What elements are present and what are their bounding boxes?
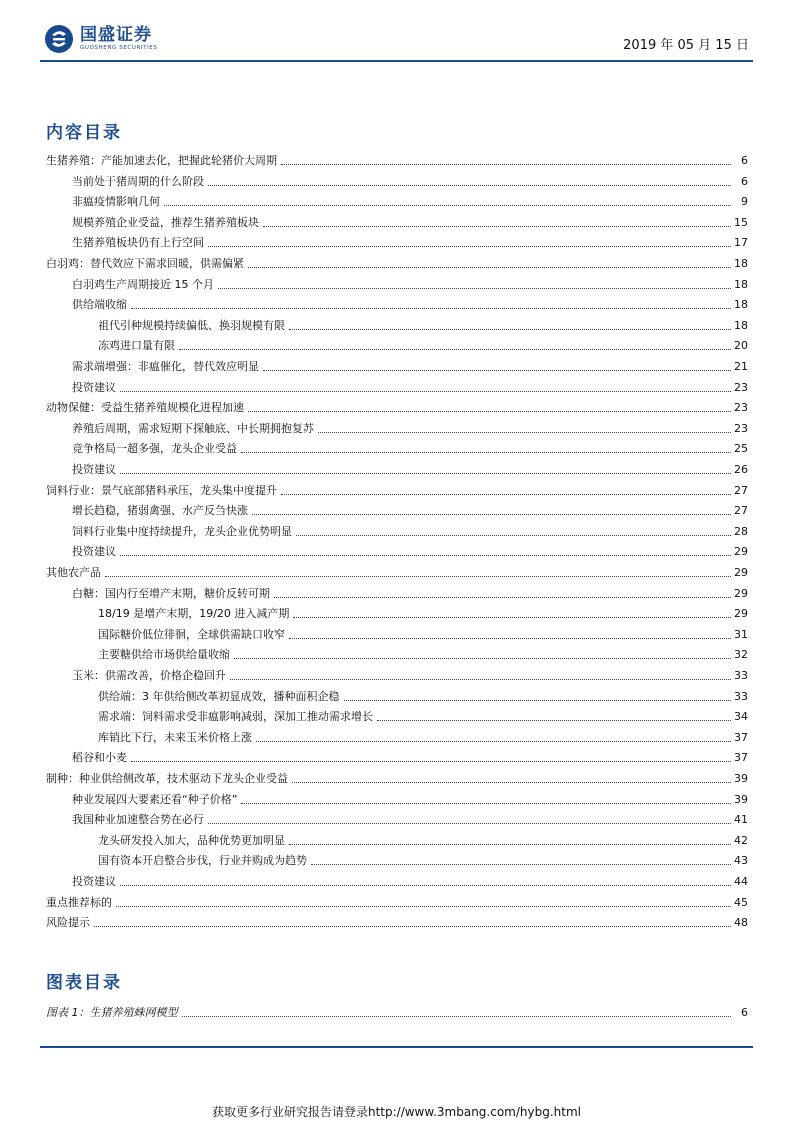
toc-item[interactable] — [46, 686, 748, 704]
toc-item-label: 供给端收缩 — [72, 298, 130, 312]
toc-item-label: 需求端增强：非瘟催化，替代效应明显 — [72, 360, 262, 374]
toc-item[interactable] — [46, 418, 748, 436]
toc-item[interactable] — [46, 356, 748, 374]
toc-item-label: 18/19 是增产末期，19/20 进入减产期 — [98, 607, 292, 621]
toc-item-page: 44 — [734, 875, 748, 888]
dot-leader — [318, 432, 731, 433]
dot-leader — [164, 205, 731, 206]
toc-item-label: 白糖：国内行至增产末期，糖价反转可期 — [72, 587, 273, 601]
dot-leader — [241, 803, 731, 804]
dot-leader — [289, 329, 731, 330]
guosheng-logo-icon — [44, 24, 74, 54]
dot-leader — [263, 226, 731, 227]
toc-item[interactable] — [46, 644, 748, 662]
toc-item[interactable] — [46, 871, 748, 889]
toc-item-page: 37 — [734, 730, 748, 744]
toc-item-page: 27 — [734, 504, 748, 518]
toc-item[interactable] — [46, 727, 748, 745]
toc-item-label: 冻鸡进口量有限 — [98, 339, 178, 353]
dot-leader — [296, 535, 731, 536]
toc-item[interactable] — [46, 892, 748, 910]
toc-item-page: 45 — [734, 895, 748, 909]
toc-item[interactable] — [46, 438, 748, 456]
toc-item-label: 当前处于猪周期的什么阶段 — [72, 175, 207, 189]
dot-leader — [293, 617, 731, 618]
toc-item-page: 33 — [734, 669, 748, 682]
dot-leader — [289, 638, 731, 639]
dot-leader — [208, 246, 731, 247]
dot-leader — [377, 720, 731, 721]
dot-leader — [105, 576, 731, 577]
toc-item-label: 龙头研发投入加大，品种优势更加明显 — [98, 834, 288, 848]
toc-item[interactable] — [46, 191, 748, 209]
dot-leader — [292, 782, 731, 783]
toc-item-label: 投资建议 — [72, 545, 119, 559]
dot-leader — [120, 555, 731, 556]
dot-leader — [230, 679, 731, 680]
toc-item-page: 32 — [734, 648, 748, 662]
toc-item-page: 41 — [734, 813, 748, 827]
toc-item[interactable] — [46, 830, 748, 848]
toc-item-label: 国有资本开启整合步伐，行业并购成为趋势 — [98, 854, 310, 868]
toc-item[interactable] — [46, 171, 748, 189]
toc-item[interactable] — [46, 768, 748, 786]
toc-item-page: 43 — [734, 854, 748, 868]
toc-item-label: 饲料行业集中度持续提升，龙头企业优势明显 — [72, 525, 295, 539]
toc-item[interactable] — [46, 912, 748, 930]
toc-item[interactable] — [46, 459, 748, 477]
dot-leader — [252, 514, 731, 515]
dot-leader — [120, 391, 731, 392]
toc-item-label: 我国种业加速整合势在必行 — [72, 813, 207, 827]
toc-title: 内容目录 — [46, 123, 122, 143]
dot-leader — [218, 288, 731, 289]
toc-item[interactable] — [46, 253, 748, 271]
toc-item-page: 48 — [734, 916, 748, 930]
toc-item-label: 供给端：3 年供给侧改革初显成效，播种面积企稳 — [98, 690, 343, 704]
toc-item-label: 主要糖供给市场供给量收缩 — [98, 648, 233, 662]
toc-item[interactable] — [46, 665, 748, 683]
toc-item[interactable] — [46, 583, 748, 601]
toc-item[interactable] — [46, 624, 748, 642]
toc-item[interactable] — [46, 150, 748, 168]
toc-item-label: 祖代引种规模持续偏低、换羽规模有限 — [98, 319, 288, 333]
toc-item-page: 25 — [734, 442, 748, 456]
toc-item-page: 29 — [734, 586, 748, 600]
toc-item-label: 投资建议 — [72, 463, 119, 477]
dot-leader — [131, 761, 731, 762]
chart-list-item[interactable] — [46, 1002, 748, 1020]
toc-item-label: 规模养殖企业受益，推荐生猪养殖板块 — [72, 216, 262, 230]
brand-name-en: GUOSHENG SECURITIES — [80, 45, 158, 51]
dot-leader — [182, 1016, 732, 1017]
toc-item-label: 重点推荐标的 — [46, 896, 115, 910]
toc-item-page: 17 — [734, 236, 748, 250]
dot-leader — [281, 494, 731, 495]
toc-item[interactable] — [46, 809, 748, 827]
dot-leader — [274, 597, 731, 598]
toc-item-label: 稻谷和小麦 — [72, 751, 130, 765]
toc-item-page: 18 — [734, 298, 748, 312]
toc-item-label: 动物保健：受益生猪养殖规模化进程加速 — [46, 401, 247, 415]
toc-item-page: 23 — [734, 401, 748, 415]
toc-item-label: 投资建议 — [72, 875, 119, 889]
dot-leader — [311, 864, 731, 865]
toc-item[interactable] — [46, 315, 748, 333]
toc-item-page: 29 — [734, 545, 748, 559]
dot-leader — [344, 700, 732, 701]
toc-item[interactable] — [46, 397, 748, 415]
toc-item-page: 20 — [734, 339, 748, 353]
toc-item-label: 生猪养殖：产能加速去化，把握此轮猪价大周期 — [46, 154, 280, 168]
toc-item-page: 18 — [734, 277, 748, 291]
toc-item[interactable] — [46, 850, 748, 868]
toc-item-page: 6 — [741, 154, 748, 167]
toc-item-label: 其他农产品 — [46, 566, 104, 580]
footer-divider — [40, 1046, 753, 1048]
toc-item-label: 需求端：饲料需求受非瘟影响减弱，深加工推动需求增长 — [98, 710, 376, 724]
toc-item-page: 27 — [734, 483, 748, 497]
chart-item-label: 图表 1：生猪养殖蛛网模型 — [46, 1006, 181, 1020]
toc-item[interactable] — [46, 789, 748, 807]
toc-item-page: 21 — [734, 360, 748, 373]
toc-item-label: 生猪养殖板块仍有上行空间 — [72, 236, 207, 250]
toc-item-page: 23 — [734, 421, 748, 435]
dot-leader — [248, 411, 731, 412]
toc-item[interactable] — [46, 232, 748, 250]
toc-item-page: 31 — [734, 627, 748, 641]
dot-leader — [116, 906, 731, 907]
toc-item[interactable] — [46, 480, 748, 498]
toc-item-label: 种业发展四大要素还看“种子价格” — [72, 793, 240, 807]
dot-leader — [241, 452, 731, 453]
toc-item-label: 制种：种业供给侧改革，技术驱动下龙头企业受益 — [46, 772, 291, 786]
page-header — [40, 20, 753, 60]
toc-item[interactable] — [46, 335, 748, 353]
toc-item-label: 投资建议 — [72, 381, 119, 395]
toc-item[interactable] — [46, 562, 748, 580]
dot-leader — [94, 926, 731, 927]
toc-item-page: 29 — [734, 566, 748, 579]
toc-item-page: 33 — [734, 689, 748, 703]
dot-leader — [263, 370, 731, 371]
toc-item-page: 9 — [741, 195, 748, 209]
dot-leader — [248, 267, 731, 268]
toc-item-label: 库销比下行，未来玉米价格上涨 — [98, 731, 255, 745]
toc-item[interactable] — [46, 274, 748, 292]
dot-leader — [208, 823, 731, 824]
toc-item-page: 6 — [741, 174, 748, 188]
toc-item-label: 竞争格局一超多强，龙头企业受益 — [72, 442, 240, 456]
toc-item-page: 39 — [734, 792, 748, 806]
dot-leader — [256, 741, 731, 742]
toc-item-page: 26 — [734, 463, 748, 476]
dot-leader — [131, 308, 731, 309]
toc-item[interactable] — [46, 706, 748, 724]
toc-item-label: 风险提示 — [46, 916, 93, 930]
toc-item-page: 37 — [734, 751, 748, 765]
toc-item-label: 养殖后周期，需求短期下探触底、中长期拥抱复苏 — [72, 422, 317, 436]
dot-leader — [179, 349, 731, 350]
report-date: 2019 年 05 月 15 日 — [623, 38, 749, 53]
toc-item[interactable] — [46, 747, 748, 765]
toc-item[interactable] — [46, 212, 748, 230]
toc-item-label: 增长趋稳，猪弱禽强、水产反刍快涨 — [72, 504, 251, 518]
toc-item-page: 18 — [734, 318, 748, 332]
toc-item-page: 28 — [734, 524, 748, 538]
toc-item[interactable] — [46, 521, 748, 539]
toc-item[interactable] — [46, 294, 748, 312]
toc-item[interactable] — [46, 541, 748, 559]
dot-leader — [289, 844, 731, 845]
toc-item-page: 15 — [734, 215, 748, 229]
dot-leader — [120, 473, 731, 474]
chart-list-title: 图表目录 — [46, 973, 122, 993]
toc-item[interactable] — [46, 500, 748, 518]
toc-item-page: 42 — [734, 833, 748, 847]
dot-leader — [120, 885, 731, 886]
toc-item-label: 非瘟疫情影响几何 — [72, 195, 163, 209]
toc-item-label: 国际糖价低位徘徊，全球供需缺口收窄 — [98, 628, 288, 642]
brand-logo — [44, 24, 157, 54]
header-divider — [40, 60, 753, 62]
toc-item-page: 29 — [734, 607, 748, 621]
toc-item-label: 白羽鸡生产周期接近 15 个月 — [72, 278, 217, 292]
toc-item[interactable] — [46, 603, 748, 621]
footer-link[interactable]: 获取更多行业研究报告请登录http://www.3mbang.com/hybg.html — [211, 1105, 581, 1119]
dot-leader — [208, 185, 731, 186]
toc-item-label: 玉米：供需改善，价格企稳回升 — [72, 669, 229, 683]
toc-item-page: 34 — [734, 710, 748, 724]
toc-item-label: 饲料行业：景气底部猪料承压，龙头集中度提升 — [46, 484, 280, 498]
dot-leader — [281, 164, 731, 165]
brand-name-cn: 国盛证券 — [80, 25, 152, 45]
toc-item-page: 23 — [734, 380, 748, 394]
toc-item-page: 18 — [734, 257, 748, 270]
chart-item-page: 6 — [741, 1006, 748, 1019]
toc-item-page: 39 — [734, 772, 748, 785]
toc-item-label: 白羽鸡：替代效应下需求回暖，供需偏紧 — [46, 257, 247, 271]
toc-item[interactable] — [46, 377, 748, 395]
dot-leader — [234, 658, 731, 659]
